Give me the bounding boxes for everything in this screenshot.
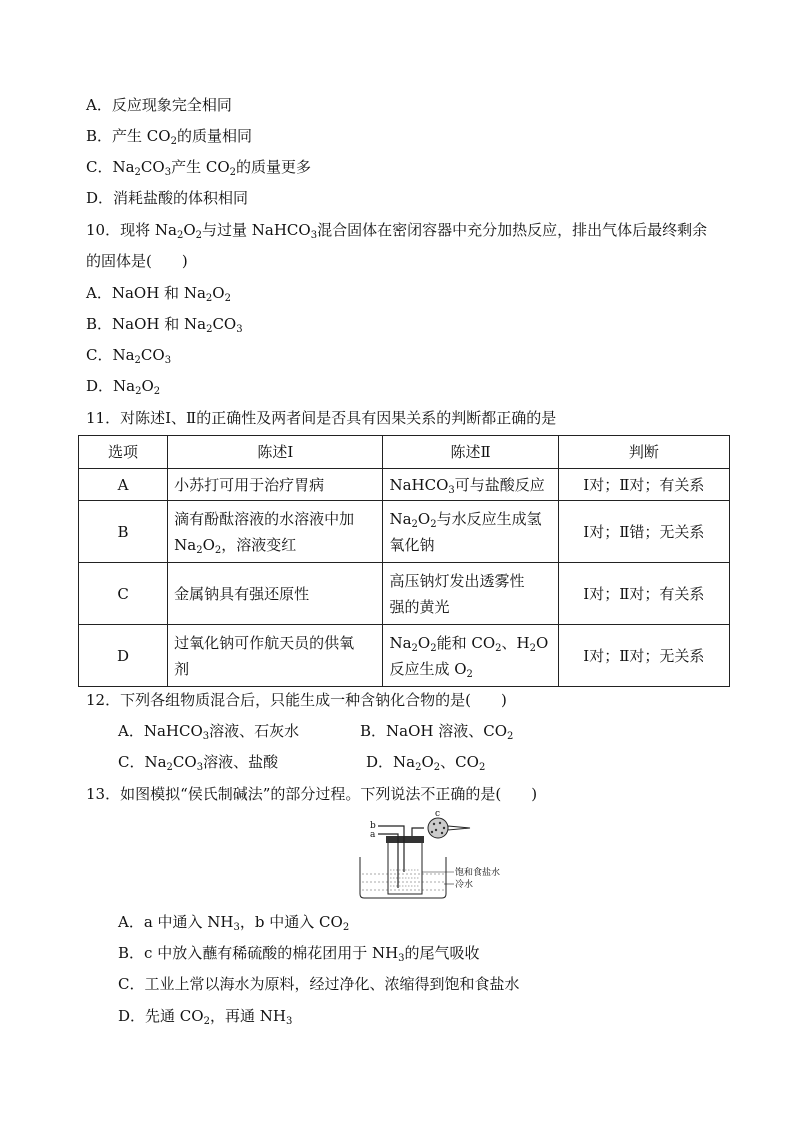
q9-option-d: D．消耗盐酸的体积相同 — [86, 189, 249, 207]
table-cell: 过氧化钠可作航天员的供氧 剂 — [168, 625, 383, 687]
figure-label-c: c — [435, 809, 441, 819]
q10-stem-line1: 10．现将 $Na_2O_2$与过量 NaHCO$_3$混合固体在密闭容器中充分加热反应，排出气体后最终剩余 — [86, 221, 708, 241]
table-cell: Ⅰ对；Ⅱ错；无关系 — [558, 501, 729, 563]
table-row — [79, 625, 730, 687]
q13-option-a: A．a 中通入 $NH_3$，b 中通入 $CO_2$ — [118, 913, 350, 933]
table-header: 判断 — [558, 436, 729, 469]
apparatus-figure — [358, 809, 501, 902]
table-row — [79, 501, 730, 563]
q12-option-b: B．NaOH 溶液、$CO_2$ — [360, 722, 514, 742]
q12-stem: 12．下列各组物质混合后，只能生成一种含钠化合物的是( ) — [86, 691, 507, 709]
table-cell: Ⅰ对；Ⅱ对；有关系 — [558, 563, 729, 625]
table-cell: 小苏打可用于治疗胃病 — [168, 469, 383, 501]
q10-option-a: A．NaOH 和 $Na_2O_2$ — [86, 284, 231, 304]
table-header: 选项 — [79, 436, 168, 469]
table-cell: NaHCO$_3$可与盐酸反应 — [383, 469, 558, 501]
q13-option-c: C．工业上常以海水为原料，经过净化、浓缩得到饱和食盐水 — [118, 975, 520, 993]
figure-label-cold-water: 冷水 — [455, 880, 474, 890]
table-cell: Ⅰ对；Ⅱ对；有关系 — [558, 469, 729, 501]
table-cell: B — [79, 501, 168, 563]
q11-stem: 11．对陈述Ⅰ、Ⅱ的正确性及两者间是否具有因果关系的判断都正确的是 — [86, 409, 557, 427]
table-cell: Ⅰ对；Ⅱ对；无关系 — [558, 625, 729, 687]
q11-table — [78, 435, 730, 687]
q12-option-a: A．NaHCO$_3$溶液、石灰水 — [118, 722, 300, 742]
table-header: 陈述Ⅰ — [168, 436, 383, 469]
table-header: 陈述Ⅱ — [383, 436, 558, 469]
q13-option-d: D．先通 $CO_2$，再通 $NH_3$ — [118, 1007, 293, 1027]
q9-option-a: A．反应现象完全相同 — [86, 96, 232, 114]
table-cell: C — [79, 563, 168, 625]
q12-option-d: D．$Na_2O_2$、$CO_2$ — [366, 753, 486, 773]
q10-option-c: C．$Na_2CO_3$ — [86, 346, 172, 366]
table-cell: $Na_2O_2$能和 $CO_2$、$H_2O$ 反应生成 $O_2$ — [383, 625, 558, 687]
table-row — [79, 469, 730, 501]
figure-label-brine: 饱和食盐水 — [455, 868, 501, 878]
q10-option-d: D．$Na_2O_2$ — [86, 377, 161, 397]
table-row — [79, 563, 730, 625]
figure-label-b: b — [370, 821, 376, 831]
table-header-row — [79, 436, 730, 469]
q12-option-c: C．$Na_2CO_3$溶液、盐酸 — [118, 753, 279, 773]
q13-stem: 13．如图模拟“侯氏制碱法”的部分过程。下列说法不正确的是( ) — [86, 785, 538, 803]
table-cell: $Na_2O_2$与水反应生成氢 氧化钠 — [383, 501, 558, 563]
table-cell: D — [79, 625, 168, 687]
q10-option-b: B．NaOH 和 $Na_2CO_3$ — [86, 315, 243, 335]
table-cell: 金属钠具有强还原性 — [168, 563, 383, 625]
q9-option-b: B．产生 $CO_2$的质量相同 — [86, 127, 252, 147]
table-cell: A — [79, 469, 168, 501]
q13-option-b: B．c 中放入蘸有稀硫酸的棉花团用于 $NH_3$的尾气吸收 — [118, 944, 480, 964]
table-cell: 滴有酚酞溶液的水溶液中加 $Na_2O_2$，溶液变红 — [168, 501, 383, 563]
q10-stem-line2: 的固体是( ) — [86, 252, 188, 270]
q9-option-c: C．$Na_2CO_3$产生 $CO_2$的质量更多 — [86, 158, 312, 178]
table-cell: 高压钠灯发出透雾性 强的黄光 — [383, 563, 558, 625]
figure-label-a: a — [370, 830, 376, 840]
